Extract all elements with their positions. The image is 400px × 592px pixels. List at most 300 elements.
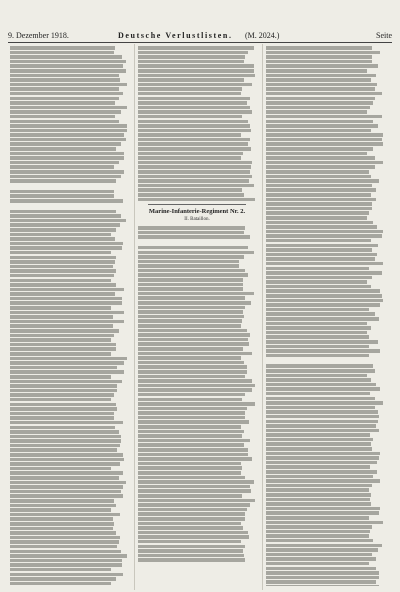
text-line [266,78,371,82]
text-line [138,443,244,447]
text-line [138,120,248,124]
text-line [138,147,251,151]
text-line [138,110,252,114]
text-line [10,416,114,420]
text-line [266,46,372,50]
text-line [266,322,367,326]
text-line [138,115,242,119]
text-line [10,352,111,356]
text-line [10,389,117,393]
text-line [266,326,371,330]
text-line [10,292,115,296]
text-line [138,264,239,268]
text-line [138,352,252,356]
text-line [10,170,124,174]
text-line [138,175,252,179]
text-line [138,388,252,392]
section-subheading: II. Bataillon. [184,217,210,223]
text-line [10,115,115,119]
text-line [10,347,116,351]
text-line [10,233,111,237]
column-divider [262,44,263,590]
text-line [10,403,116,407]
text-line [138,485,250,489]
text-line [138,476,245,480]
text-line [138,526,243,530]
text-line [10,471,123,475]
text-line [266,511,379,515]
header-date: 9. Dezember 1918. [8,31,69,40]
text-line [10,499,114,503]
text-line [138,278,243,282]
text-line [10,246,122,250]
text-line [138,269,245,273]
text-line [10,156,124,160]
column-divider [134,44,135,590]
text-line [10,559,122,563]
text-line [138,231,244,235]
text-line [10,527,113,531]
text-line [138,517,245,521]
text-line [138,379,252,383]
text-line [138,375,245,379]
text-line [266,184,372,188]
text-line [10,138,126,142]
text-line [266,271,382,275]
text-line [266,207,372,211]
text-line [10,69,126,73]
text-line [10,421,123,425]
text-line [138,554,244,558]
text-line [138,535,249,539]
text-line [138,165,251,169]
text-line [266,562,369,566]
text-line [266,484,372,488]
text-line [266,142,383,146]
text-line [10,279,111,283]
text-line [266,198,376,202]
text-line [266,51,380,55]
text-line [138,129,251,133]
text-line [266,230,383,234]
text-line [138,92,241,96]
text-line [266,461,377,465]
text-line [266,202,372,206]
text-line [266,576,379,580]
text-line [138,457,252,461]
text-line [10,494,123,498]
text-line [138,55,245,59]
text-line [138,489,251,493]
text-line [138,531,248,535]
text-line [266,161,383,165]
text-line [10,101,115,105]
text-line [266,567,376,571]
text-line [10,435,121,439]
column-block-lower [138,226,256,562]
text-line [266,465,370,469]
text-line [266,349,380,353]
text-line [266,308,369,312]
text-line [266,392,370,396]
text-line [10,522,114,526]
text-line [10,334,114,338]
text-line [10,393,114,397]
text-line [10,124,127,128]
text-line [266,530,370,534]
text-line [10,366,117,370]
text-line [266,452,380,456]
text-line [10,251,111,255]
text-line [10,370,124,374]
text-line [10,380,122,384]
text-line [138,124,250,128]
text-line [138,273,248,277]
text-line [266,340,378,344]
text-line [10,573,123,577]
text-line [10,306,111,310]
text-line [138,494,242,498]
text-line [266,138,382,142]
text-line [266,289,380,293]
text-column-left [10,46,128,586]
text-line [138,420,249,424]
text-line [266,447,372,451]
text-line [266,354,369,358]
text-line [10,161,119,165]
text-line [266,115,382,119]
text-line [138,74,255,78]
text-line [266,276,372,280]
text-line [266,69,367,73]
text-line [138,51,248,55]
text-line [266,179,379,183]
text-line [10,223,120,227]
text-line [266,193,371,197]
text-line [266,74,376,78]
text-line [10,513,120,517]
text-line [138,292,254,296]
text-line [138,439,250,443]
text-line [138,398,242,402]
text-line [10,508,111,512]
text-line [10,297,122,301]
text-line [138,255,244,259]
text-line [266,429,379,433]
text-line [10,407,117,411]
text-line [266,244,378,248]
text-line [138,287,243,291]
text-line [10,237,115,241]
text-line [266,106,370,110]
text-line [266,539,373,543]
text-line [266,456,379,460]
text-line [266,585,379,586]
text-line [266,92,382,96]
text-line [10,228,116,232]
text-line [10,311,124,315]
text-line [266,97,375,101]
text-line [266,267,369,271]
text-line [10,142,121,146]
text-line [138,315,244,319]
text-line [10,274,114,278]
text-line [10,540,119,544]
text-line [266,294,382,298]
text-line [266,470,377,474]
text-line [266,397,375,401]
text-line [10,260,115,264]
text-line [266,401,383,405]
text-line [266,345,369,349]
text-line [10,97,119,101]
text-line [266,280,367,284]
text-line [138,69,254,73]
text-line [10,214,121,218]
text-line [10,110,121,114]
text-line [10,430,119,434]
text-line [138,347,243,351]
text-line [266,580,376,584]
text-line [266,548,378,552]
text-line [10,194,114,198]
text-line [10,554,127,558]
text-line [138,361,244,365]
text-line [138,338,248,342]
text-line [266,534,369,538]
text-line [138,549,243,553]
text-line [138,434,242,438]
text-line [266,507,380,511]
text-line [10,357,127,361]
text-line [10,55,122,59]
text-line [266,124,378,128]
text-line [138,393,245,397]
text-line [266,156,375,160]
text-line [266,415,379,419]
text-line [138,83,252,87]
text-line [266,335,369,339]
text-line [266,317,379,321]
text-line [10,582,111,586]
header-rule [8,42,392,43]
text-line [138,499,255,503]
text-line [138,184,254,188]
header-title: Deutsche Verlustlisten. [118,31,233,40]
column-block-upper [138,46,256,201]
section-rule [148,204,246,205]
text-line [10,375,111,379]
text-line [10,64,123,68]
text-line [138,46,254,50]
text-line [138,296,245,300]
text-line [266,221,373,225]
text-line [266,147,373,151]
text-line [138,329,247,333]
text-line [10,269,116,273]
text-line [10,175,121,179]
text-line [266,383,376,387]
text-line [138,462,241,466]
text-line [10,283,116,287]
text-line [138,179,249,183]
text-line [10,448,117,452]
text-line [138,106,250,110]
text-line [266,239,371,243]
text-line [138,251,254,255]
text-line [266,553,372,557]
text-line [10,320,124,324]
text-line [138,416,245,420]
text-line [10,453,123,457]
text-line [266,424,376,428]
text-line [138,356,241,360]
text-line [138,301,251,305]
text-line [138,384,255,388]
text-line [138,411,245,415]
text-line [10,338,111,342]
text-line [138,101,247,105]
text-line [138,407,247,411]
text-line [266,521,383,525]
text-line [266,557,376,561]
text-line [266,175,371,179]
text-line [138,310,243,314]
text-line [266,488,369,492]
text-line [138,558,245,562]
text-line [138,545,245,549]
text-line [138,471,241,475]
text-line [138,133,241,137]
text-line [10,147,116,151]
text-column-middle [138,46,256,586]
text-line [266,87,375,91]
text-line [266,516,369,520]
text-line [266,152,367,156]
text-line [266,101,373,105]
text-line [10,242,123,246]
text-line [10,550,121,554]
text-line [10,83,127,87]
text-line [10,78,120,82]
text-line [138,97,250,101]
header-issue: (M. 2024.) [245,31,280,40]
text-line [266,55,372,59]
text-line [266,216,367,220]
text-line [138,198,255,202]
text-line [138,508,247,512]
text-line [266,60,372,64]
text-line [266,262,383,266]
text-line [138,60,244,64]
text-line [266,165,375,169]
text-line [10,301,122,305]
text-line [10,315,113,319]
text-line [266,364,373,368]
text-line [138,156,241,160]
text-line [10,92,123,96]
text-line [266,410,378,414]
text-line [10,152,124,156]
text-line [266,498,370,502]
text-line [138,370,247,374]
text-line [10,324,113,328]
text-line [266,299,383,303]
text-line [266,369,375,373]
text-line [266,571,379,575]
text-line [138,430,244,434]
text-line [138,453,248,457]
text-line [10,568,111,572]
text-line [10,129,127,133]
text-line [10,256,116,260]
text-line [266,133,383,137]
text-line [10,179,116,183]
text-line [10,219,126,223]
header-page: Seite [376,31,392,40]
text-line [266,502,371,506]
text-line [266,110,367,114]
text-line [138,138,250,142]
text-line [138,188,242,192]
text-line [266,442,371,446]
text-line [266,387,380,391]
text-line [138,87,242,91]
text-line [10,165,114,169]
text-line [10,545,117,549]
text-line [266,438,373,442]
text-line [138,512,245,516]
text-line [10,412,114,416]
text-line [138,425,241,429]
text-line [266,225,377,229]
text-line [138,480,254,484]
text-line [10,490,121,494]
text-line [10,133,124,137]
text-line [138,193,244,197]
text-line [10,504,116,508]
text-line [266,378,371,382]
text-line [138,152,243,156]
page-header [8,30,392,41]
text-line [266,493,371,497]
text-line [10,517,113,521]
text-line [266,170,369,174]
text-line [10,51,114,55]
text-line [138,503,250,507]
text-line [138,365,247,369]
text-line [266,64,378,68]
text-line [266,312,375,316]
text-line [266,420,378,424]
text-line [10,536,120,540]
text-line [138,142,248,146]
text-line [138,319,242,323]
text-line [266,234,382,238]
text-line [266,374,367,378]
text-line [266,285,371,289]
text-line [266,433,370,437]
text-line [266,257,375,261]
text-column-right [266,46,384,586]
text-line [10,384,117,388]
text-line [138,246,248,250]
text-line [10,444,120,448]
text-line [138,402,255,406]
text-line [138,78,244,82]
text-line [10,481,126,485]
text-line [138,333,250,337]
